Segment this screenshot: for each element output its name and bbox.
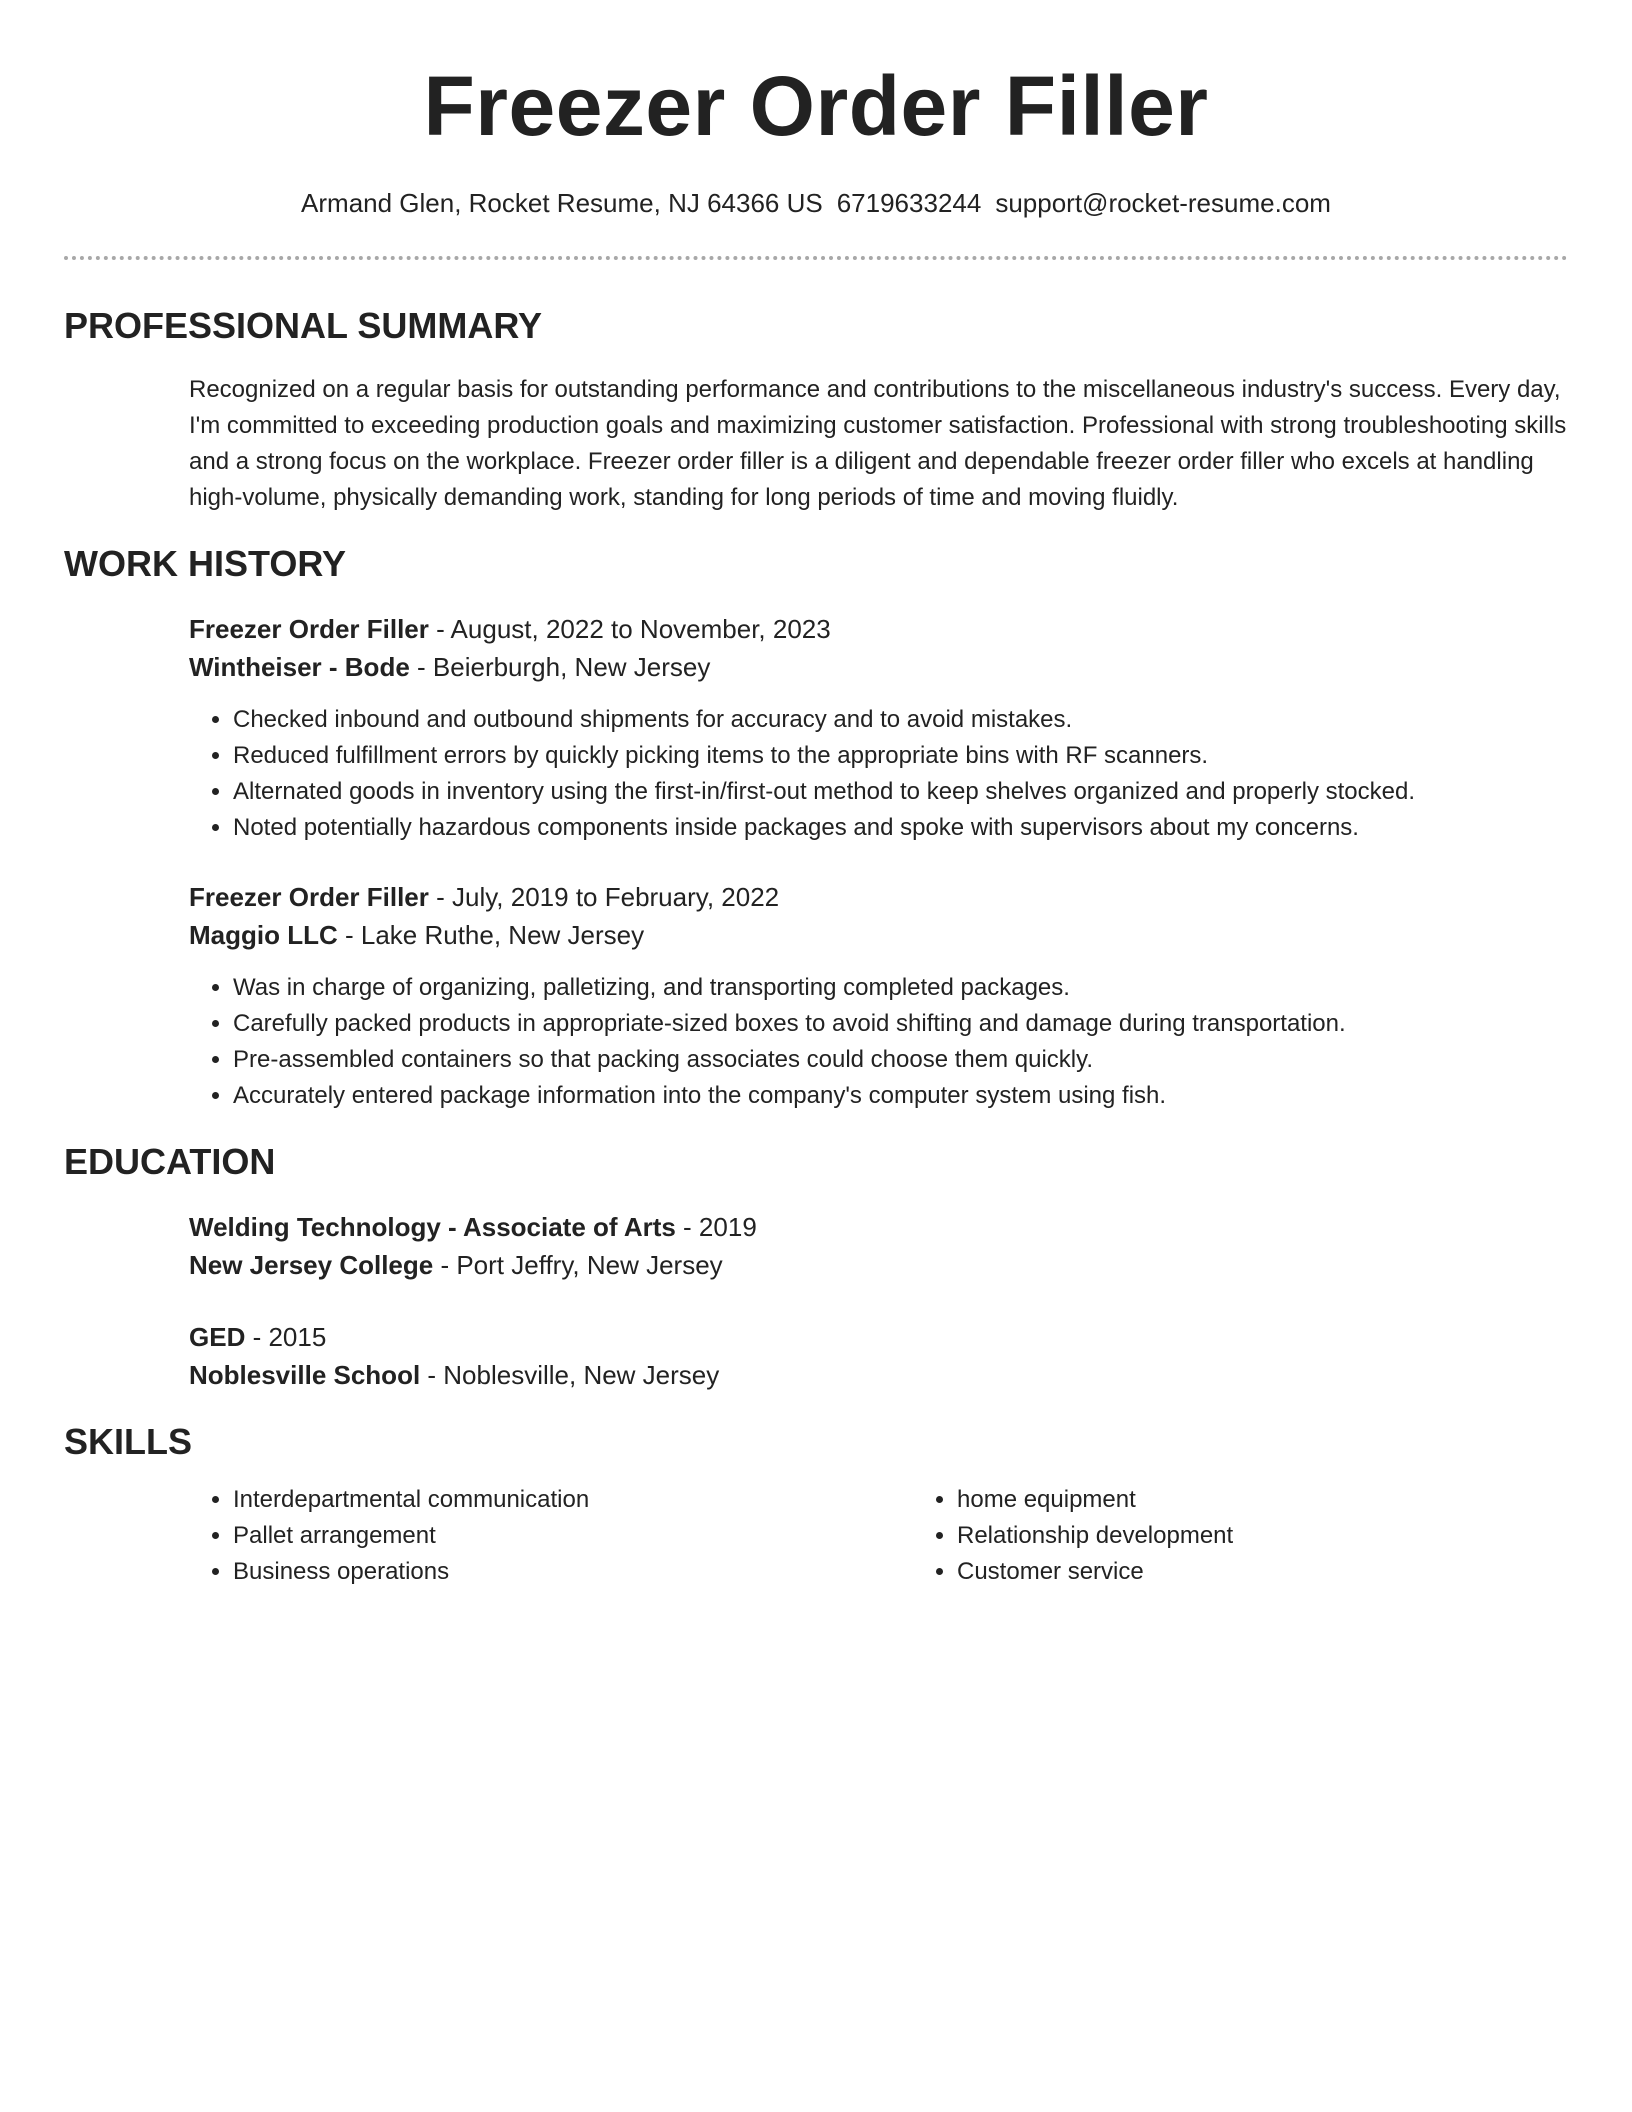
work-history-section xyxy=(64,542,1568,1114)
skills-heading: SKILLS xyxy=(64,1421,193,1462)
list-item: • Checked inbound and outbound shipments for accuracy and to avoid mistakes. xyxy=(233,702,1568,738)
job-role: Freezer Order Filler xyxy=(189,882,429,912)
list-item: • Customer service xyxy=(957,1554,1557,1590)
list-item: • Alternated goods in inventory using the first-in/first-out method to keep shelves organized and properly stocked. xyxy=(233,774,1568,810)
list-item: • Pre-assembled containers so that packing associates could choose them quickly. xyxy=(233,1042,1568,1078)
education-heading: EDUCATION xyxy=(64,1141,276,1182)
list-item: • Business operations xyxy=(233,1554,913,1590)
summary-heading: PROFESSIONAL SUMMARY xyxy=(64,305,543,346)
contact-phone: 6719633244 xyxy=(836,188,982,218)
school-name: New Jersey College xyxy=(189,1250,434,1280)
degree-line xyxy=(189,1208,1568,1246)
degree-name: Welding Technology - Associate of Arts xyxy=(189,1212,676,1242)
summary-section xyxy=(64,304,1568,516)
candidate-title: Freezer Order Filler xyxy=(423,59,1209,153)
degree-name: GED xyxy=(189,1322,246,1352)
list-item: • Noted potentially hazardous components inside packages and spoke with supervisors about my concerns. xyxy=(233,810,1568,846)
contact-line xyxy=(64,186,1568,220)
job-dates: - July, 2019 to February, 2022 xyxy=(428,882,780,912)
school-location: - Noblesville, New Jersey xyxy=(420,1360,720,1390)
job-location: - Beierburgh, New Jersey xyxy=(409,652,711,682)
job-location: - Lake Ruthe, New Jersey xyxy=(337,920,645,950)
list-item: • Pallet arrangement xyxy=(233,1518,913,1554)
work-history-heading: WORK HISTORY xyxy=(64,543,347,584)
school-line xyxy=(189,1246,1568,1284)
degree-year: - 2019 xyxy=(675,1212,757,1242)
list-item: • Accurately entered package information into the company's computer system using fish. xyxy=(233,1078,1568,1114)
header-divider xyxy=(64,256,1568,260)
summary-text: Recognized on a regular basis for outstanding performance and contributions to the miscellaneous industry's success. Every day, I'm committed to exceeding production goals and maximizing customer satisfaction. Professional with strong troubleshooting skills and a strong focus on the workplace. Freezer order filler is a diligent and dependable freezer order filler who excels at handling high-volume, physically demanding work, standing for long periods of time and moving fluidly. xyxy=(189,376,1567,511)
school-name: Noblesville School xyxy=(189,1360,421,1390)
degree-line xyxy=(189,1318,1568,1356)
education-section xyxy=(64,1140,1568,1394)
job-company: Wintheiser - Bode xyxy=(189,652,410,682)
list-item: • home equipment xyxy=(957,1482,1557,1518)
list-item: • Interdepartmental communication xyxy=(233,1482,913,1518)
job-dates: - August, 2022 to November, 2023 xyxy=(428,614,831,644)
skills-columns xyxy=(64,1482,1568,1590)
contact-email: support@rocket-resume.com xyxy=(995,188,1331,218)
job-role: Freezer Order Filler xyxy=(189,614,429,644)
school-line xyxy=(189,1356,1568,1394)
list-item: • Relationship development xyxy=(957,1518,1557,1554)
job-title-line xyxy=(189,610,1568,648)
school-location: - Port Jeffry, New Jersey xyxy=(433,1250,723,1280)
list-item: • Carefully packed products in appropriate-sized boxes to avoid shifting and damage during transportation. xyxy=(233,1006,1568,1042)
job-entry xyxy=(64,878,1568,1114)
list-item: • Was in charge of organizing, palletizing, and transporting completed packages. xyxy=(233,970,1568,1006)
resume-header xyxy=(64,0,1568,260)
job-entry xyxy=(64,610,1568,846)
job-company: Maggio LLC xyxy=(189,920,338,950)
education-entry xyxy=(64,1318,1568,1394)
job-company-line xyxy=(189,916,1568,954)
list-item: • Reduced fulfillment errors by quickly picking items to the appropriate bins with RF scanners. xyxy=(233,738,1568,774)
job-company-line xyxy=(189,648,1568,686)
contact-address: Armand Glen, Rocket Resume, NJ 64366 US xyxy=(301,188,823,218)
skills-list-left xyxy=(189,1482,913,1590)
skills-section xyxy=(64,1420,1568,1590)
skills-list-right xyxy=(913,1482,1557,1590)
job-duties xyxy=(189,970,1568,1114)
job-title-line xyxy=(189,878,1568,916)
education-entry xyxy=(64,1208,1568,1284)
job-duties xyxy=(189,702,1568,846)
degree-year: - 2015 xyxy=(245,1322,327,1352)
